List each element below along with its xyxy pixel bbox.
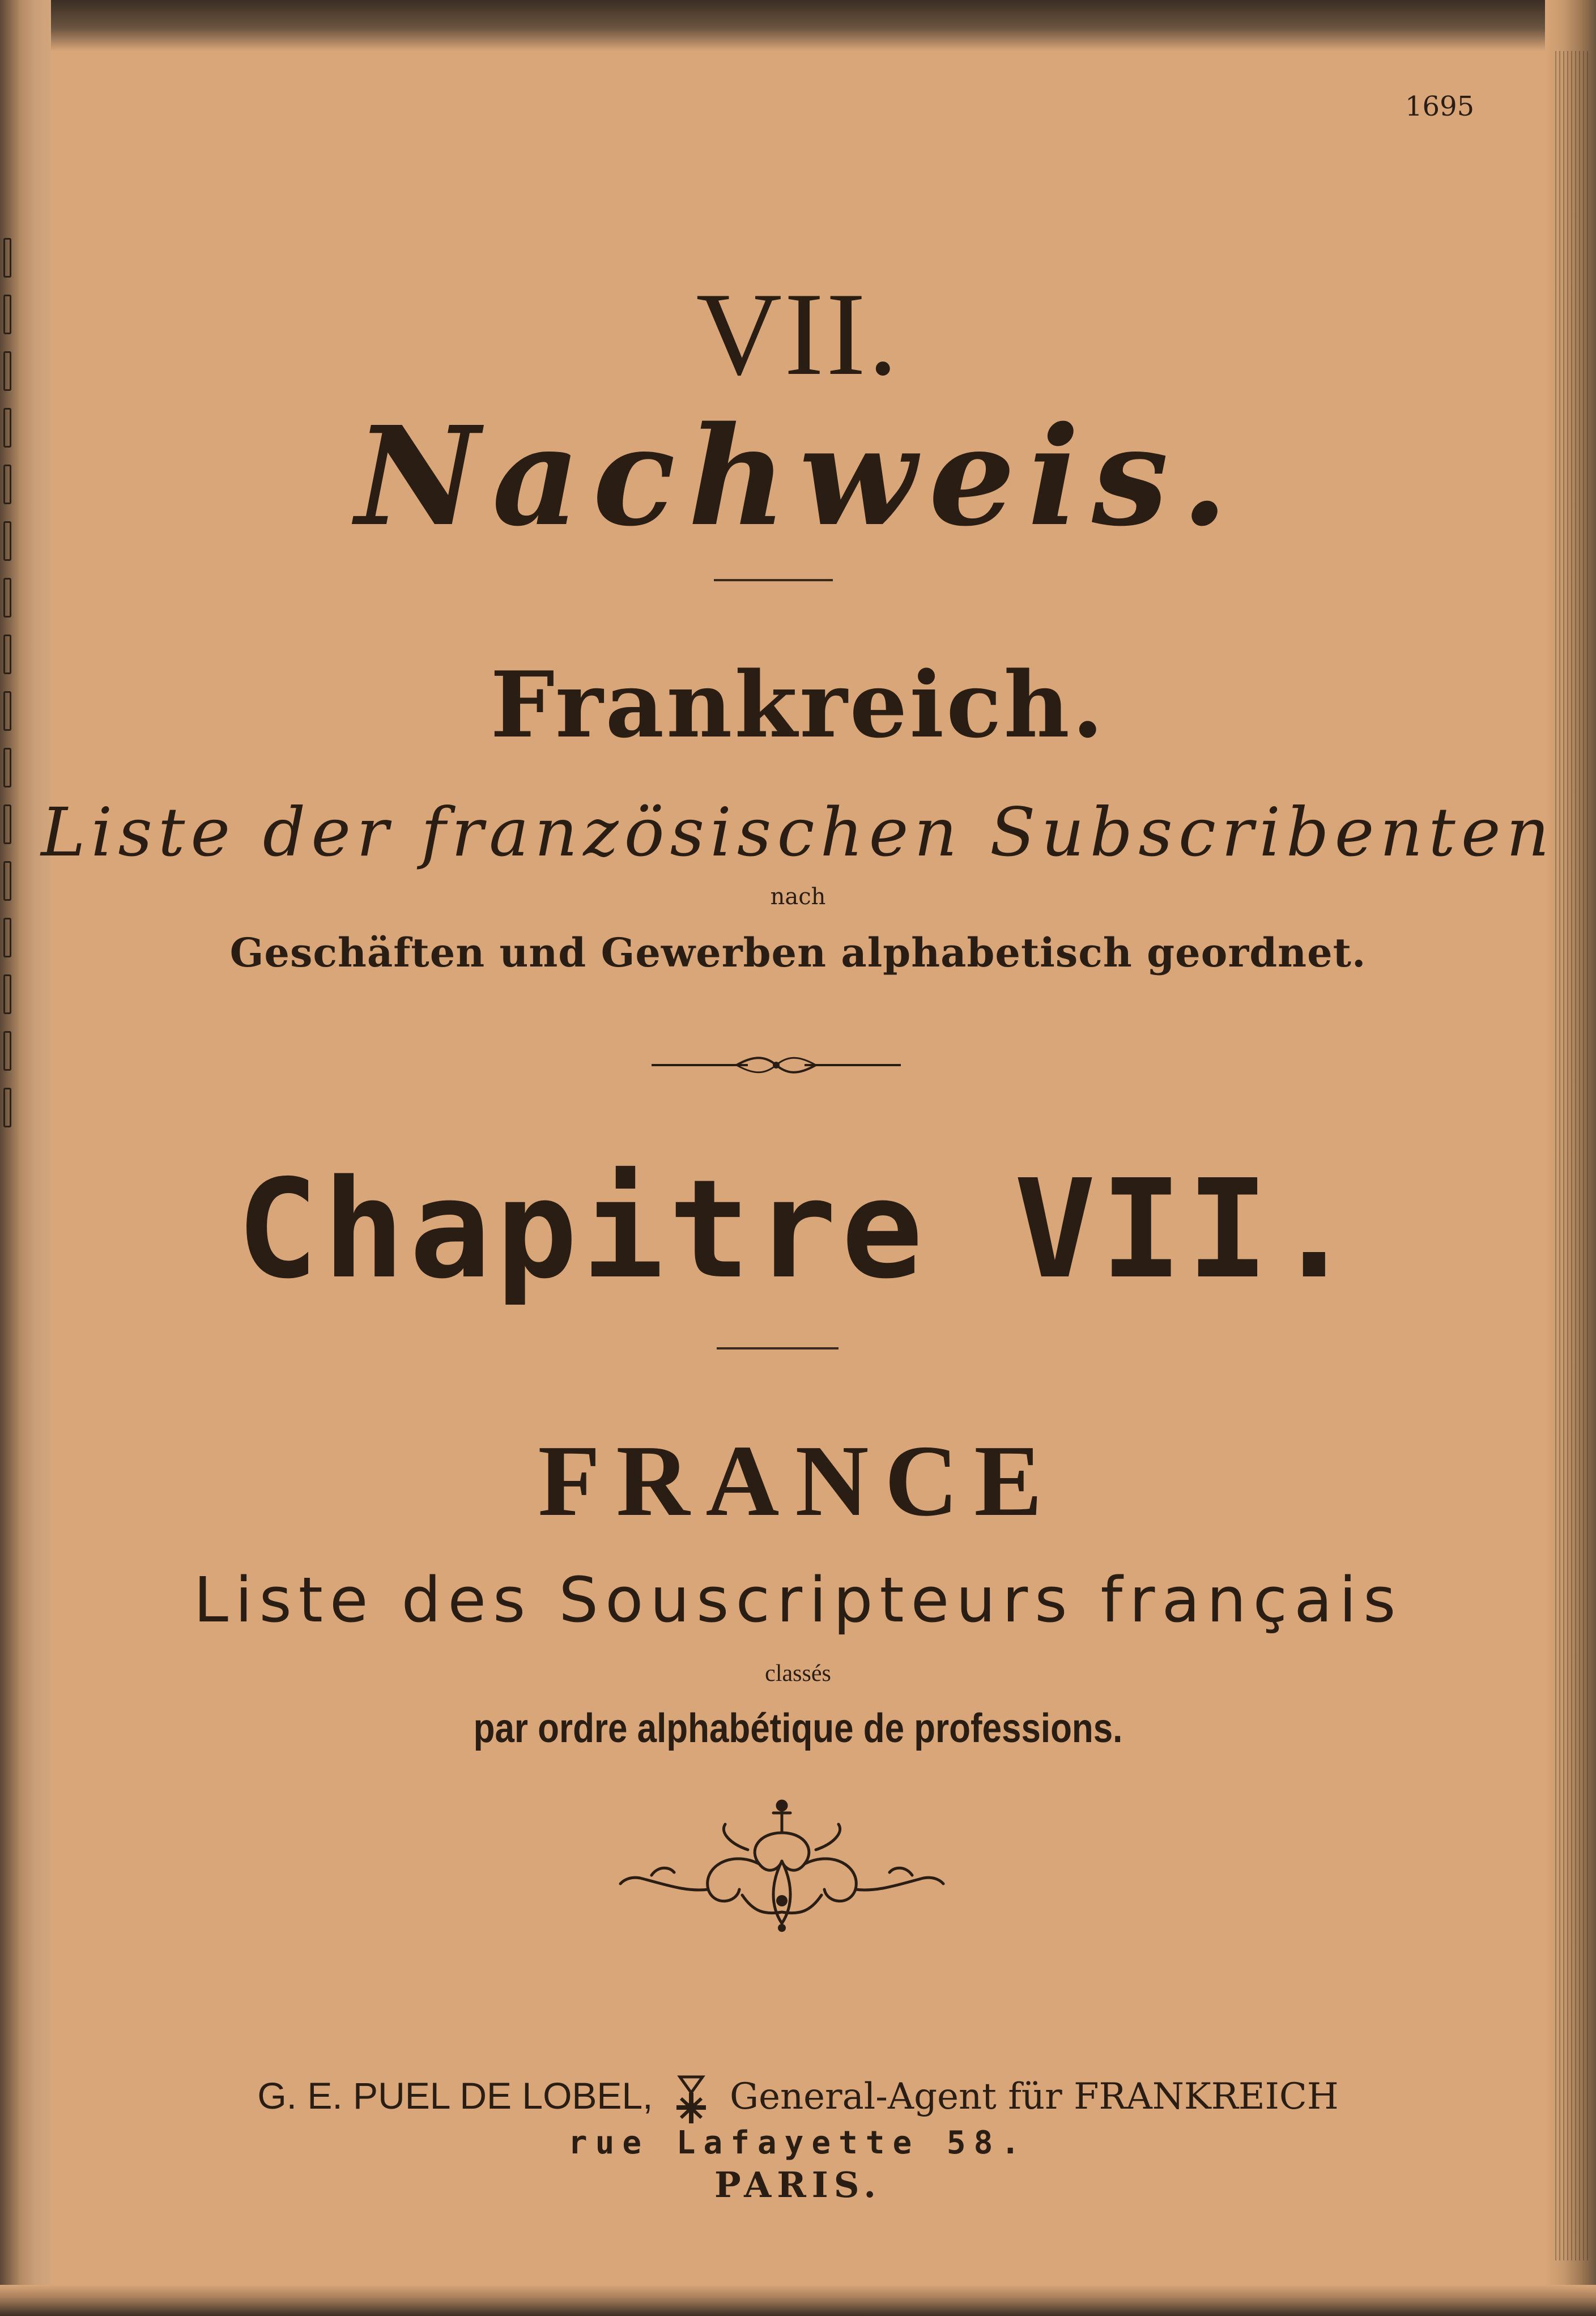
french-connector: classés — [765, 1661, 831, 1687]
agent-role: General-Agent für FRANKREICH — [729, 2076, 1339, 2118]
german-title: Nachweis. — [355, 397, 1241, 556]
page-top-edge — [0, 0, 1596, 51]
german-criteria: Geschäften und Gewerben alphabetisch geordnet. — [229, 929, 1367, 976]
french-subtitle: Liste des Souscripteurs français — [193, 1564, 1403, 1636]
agent-name: G. E. PUEL DE LOBEL, — [257, 2075, 653, 2117]
agent-city: PARIS. — [714, 2164, 882, 2206]
german-country: Frankreich. — [490, 652, 1106, 758]
binding-mark — [3, 1031, 11, 1071]
french-country: FRANCE — [538, 1424, 1058, 1537]
french-criteria: par ordre alphabétique de professions. — [473, 1706, 1123, 1751]
floral-ornament-icon — [618, 1799, 946, 1935]
german-connector: nach — [770, 884, 826, 910]
binding-mark — [3, 974, 11, 1014]
binding-mark — [3, 1088, 11, 1127]
ornamental-divider-icon — [652, 1051, 901, 1079]
short-rule — [717, 1347, 839, 1349]
agent-line — [0, 2074, 1596, 2125]
german-subtitle: Liste der französischen Subscribenten — [41, 793, 1555, 871]
page-number: 1695 — [1405, 91, 1475, 122]
page-bottom-edge — [0, 2285, 1596, 2316]
agent-street: rue Lafayette 58. — [568, 2125, 1028, 2161]
binding-mark — [3, 578, 11, 618]
short-rule — [714, 579, 833, 581]
cross-emblem-icon — [669, 2074, 714, 2125]
section-number: VII. — [696, 269, 900, 400]
chapter-heading: Chapitre VII. — [236, 1150, 1360, 1309]
